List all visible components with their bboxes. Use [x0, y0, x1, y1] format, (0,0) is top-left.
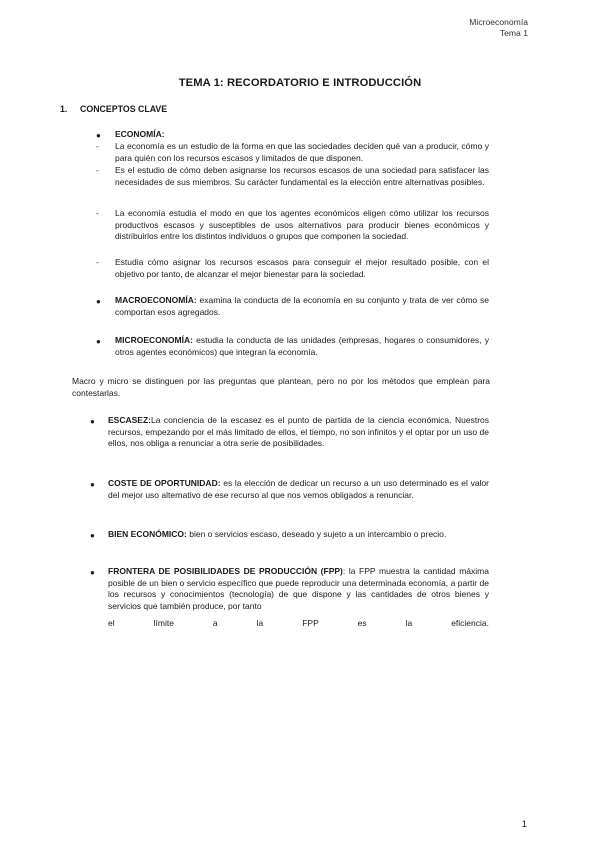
page-title: TEMA 1: RECORDATORIO E INTRODUCCIÓN — [178, 77, 422, 89]
bullet-icon: ● — [96, 337, 101, 346]
frontera-last-line — [108, 618, 489, 630]
header-topic: Tema 1 — [499, 27, 528, 38]
bullet-icon: ● — [90, 480, 95, 489]
economia-definition: Es el estudio de cómo deben asignarse los recursos escasos de una sociedad para satisfacer las necesidades de sus miembros. Su carácter fundamental es la elección entre alternativas posibles. — [115, 165, 489, 187]
frontera-last-text: el límite a la FPP es la eficiencia. — [108, 618, 489, 628]
economia-definition: La economía es un estudio de la forma en que las sociedades deciden qué van a producir, cómo y para quién con los recursos escasos y limitados de que disponen. — [115, 141, 489, 163]
micro-text: estudia la conducta de las unidades (empresas, hogares o consumidores, y otros agentes económicos) que integran la economía. — [115, 335, 489, 357]
page-header — [469, 17, 528, 38]
micro-item — [115, 335, 489, 358]
body-paragraph: Macro y micro se distinguen por las preguntas que plantean, pero no por los métodos que emplean para contestarlas. — [72, 376, 490, 398]
economia-definition: La economía estudia el modo en que los agentes económicos eligen cómo utilizar los recursos productivos escasos y susceptibles de usos alternativos para producir bienes económicos y distribuirlos entre los distintos individuos o grupos que componen la sociedad. — [115, 208, 489, 242]
dash-icon: - — [96, 257, 99, 267]
frontera-item — [108, 566, 489, 613]
coste-text: es la elección de dedicar un recurso a un uso determinado es el valor del mejor uso alternativo de ese recurso al que nos vemos obligados a renunciar. — [108, 478, 489, 500]
bien-term: BIEN ECONÓMICO: — [108, 529, 187, 539]
bullet-icon: ● — [96, 131, 101, 140]
header-subject: Microeconomía — [469, 17, 528, 27]
bullet-icon: ● — [90, 568, 95, 577]
bien-item — [108, 529, 489, 541]
coste-term: COSTE DE OPORTUNIDAD: — [108, 478, 221, 488]
bien-text: bien o servicios escaso, deseado y sujeto a un intercambio o precio. — [186, 529, 447, 539]
macro-item — [115, 295, 489, 318]
bullet-icon: ● — [90, 531, 95, 540]
economia-definition: Estudia cómo asignar los recursos escasos para conseguir el mejor resultado posible, con el objetivo por tanto, de alcanzar el mejor bienestar para la sociedad. — [115, 257, 489, 279]
economia-term: ECONOMÍA: — [115, 129, 165, 139]
dash-icon: - — [96, 165, 99, 175]
escasez-item — [108, 415, 489, 450]
micro-term: MICROECONOMÍA: — [115, 335, 193, 345]
dash-icon: - — [96, 208, 99, 218]
escasez-text: La conciencia de la escasez es el punto de partida de la ciencia económica. Nuestros recursos, empezando por el más limitado de ellos, el tiempo, no son infinitos y el optar por un uso de ellos, nos obliga a renunciar a otra serie de posibilidades. — [108, 415, 489, 449]
page-number: 1 — [521, 819, 527, 830]
bullet-icon: ● — [90, 417, 95, 426]
section-heading — [60, 104, 167, 114]
frontera-term: FRONTERA DE POSIBILIDADES DE PRODUCCIÓN (FPP) — [108, 566, 343, 576]
dash-icon: - — [96, 141, 99, 151]
section-label: CONCEPTOS CLAVE — [80, 104, 168, 114]
bullet-icon: ● — [96, 297, 101, 306]
escasez-term: ESCASEZ: — [108, 415, 151, 425]
macro-text: examina la conducta de la economía en su conjunto y trata de ver cómo se comportan esos agregados. — [115, 295, 489, 317]
frontera-text: : la FPP muestra la cantidad máxima posible de un bien o servicio específico que puede reproducir una determinada economía, a partir de los recursos y conocimientos (tecnología) de que dispone y las cantidades de otros bienes y servicios que también produce, por tanto — [108, 566, 489, 612]
section-number: 1. — [60, 104, 68, 114]
macro-term: MACROECONOMÍA: — [115, 295, 197, 305]
coste-item — [108, 478, 489, 501]
